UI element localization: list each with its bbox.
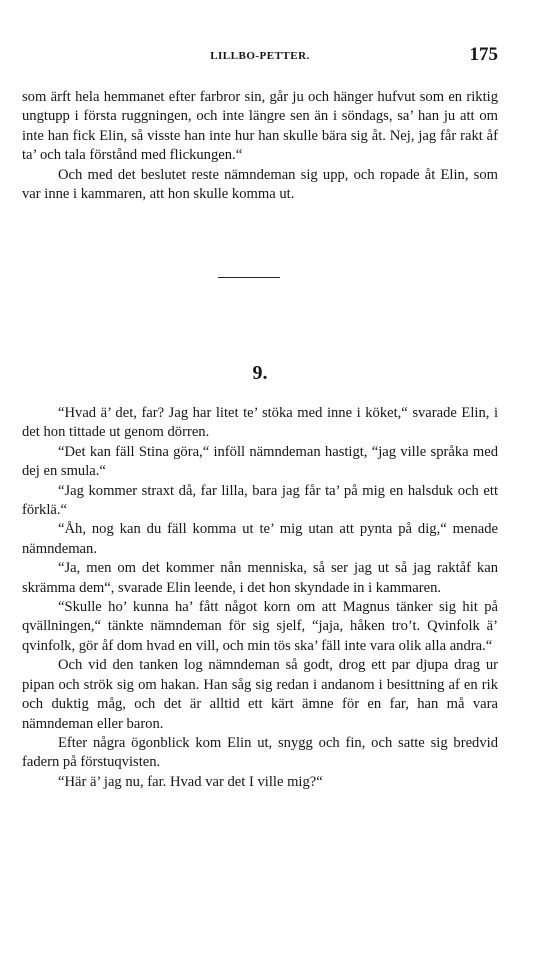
paragraph: “Ja, men om det kommer nån menniska, så ser jag ut så jag raktåf kan skrämma dem“, svarade Elin leende, i det hon skyndade in i kammaren. [22, 560, 498, 596]
continued-text-block [22, 88, 498, 204]
paragraph: “Hvad ä’ det, far? Jag har litet te’ stöka med inne i köket,“ svarade Elin, i det hon tittade ut genom dörren. [22, 405, 498, 441]
section-divider [218, 277, 280, 278]
running-head [22, 44, 498, 66]
chapter-text-block [22, 404, 498, 792]
chapter-number: 9. [252, 362, 268, 384]
paragraph: som ärft hela hemmanet efter farbror sin, går ju och hänger hufvut som en riktig ungtupp i första ruggningen, och inte längre sen än i söndags, sa’ han ju att om inte han fick Elin, så visste han inte hur han skulle bära sig åt. Nej, jag får rakt åf ta’ och tala förstånd med flickungen.“ [22, 89, 498, 164]
paragraph: “Åh, nog kan du fäll komma ut te’ mig utan att pynta på dig,“ menade nämndeman. [22, 521, 498, 557]
paragraph: Och vid den tanken log nämndeman så godt, drog ett par djupa drag ur pipan och strök sig om hakan. Han såg sig redan i andanom i besittning af en rik och duktig måg, och det är alltid ett kärt ämne för en far, han må vara nämndeman eller baron. [22, 657, 498, 732]
paragraph: “Här ä’ jag nu, far. Hvad var det I ville mig?“ [58, 773, 323, 790]
paragraph: Och med det beslutet reste nämndeman sig upp, och ropade åt Elin, som var inne i kammaren, att hon skulle komma ut. [22, 166, 498, 203]
paragraph: Efter några ögonblick kom Elin ut, snygg och fin, och satte sig bredvid fadern på förstuqvisten. [22, 734, 498, 771]
running-title: LILLBO-PETTER. [210, 50, 310, 62]
paragraph: “Skulle ho’ kunna ha’ fått något korn om att Magnus tänker sig hit på qvällningen,“ tänkte nämndeman för sig sjelf, “jaja, håken tro’t. Qvinfolk ä’ qvinfolk, gör åf dom hvad en vill, och min tös ska’ fäll inte vara olik alla andra.“ [22, 599, 498, 654]
page-number: 175 [469, 44, 498, 65]
paragraph: “Jag kommer straxt då, far lilla, bara jag får ta’ på mig en halsduk och ett förklä.“ [22, 482, 498, 519]
paragraph: “Det kan fäll Stina göra,“ inföll nämndeman hastigt, “jag ville språka med dej en smula.“ [22, 443, 498, 480]
